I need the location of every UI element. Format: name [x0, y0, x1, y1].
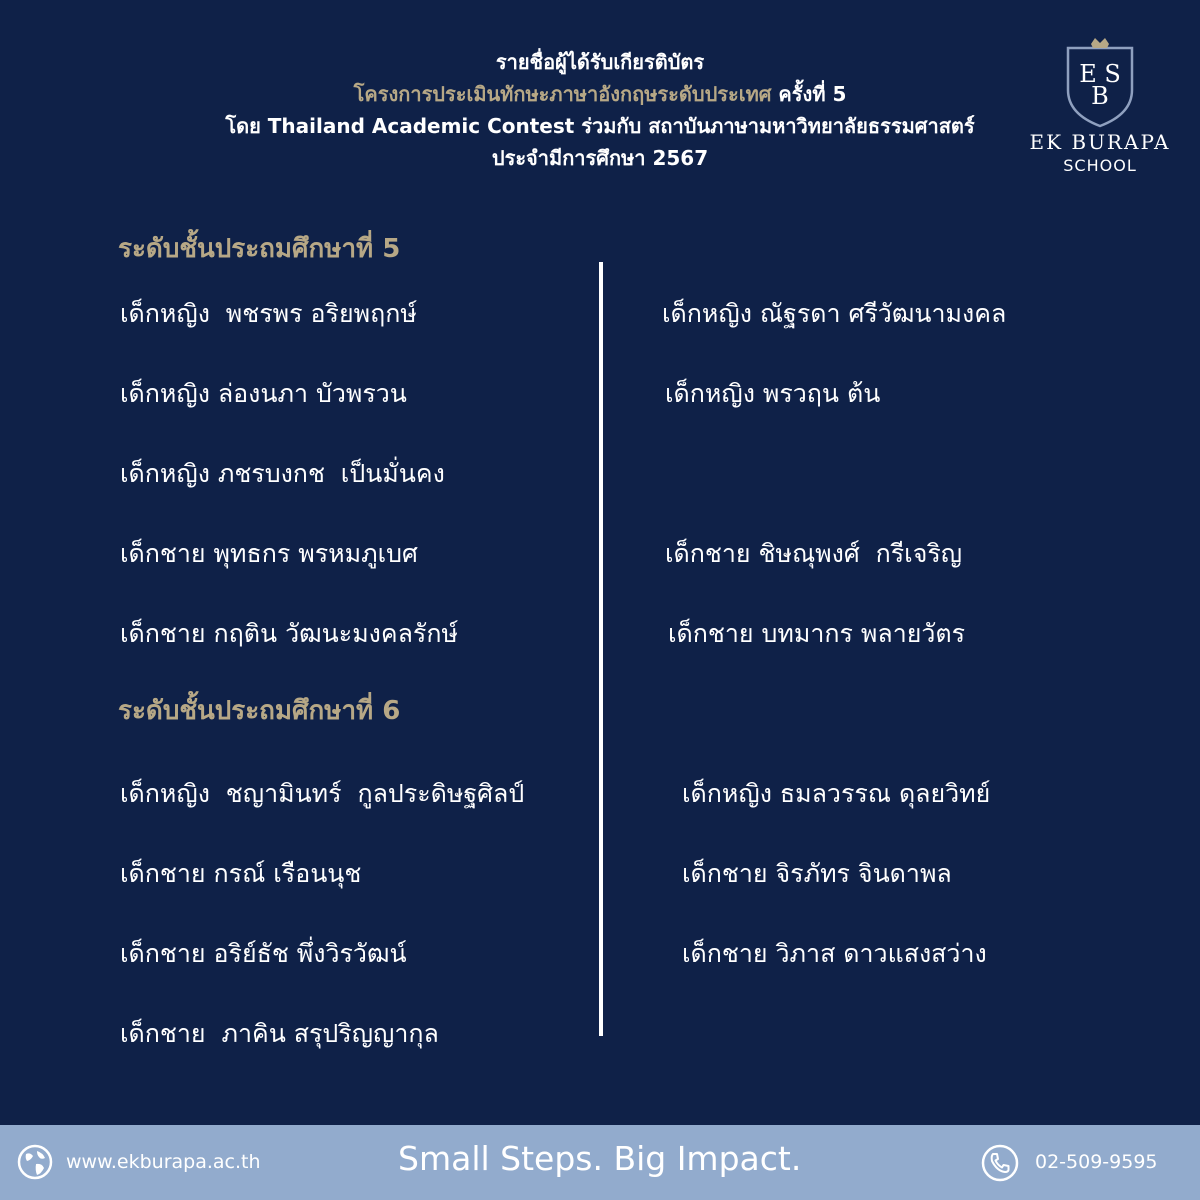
- list-item: เด็กชาย จิรภัทร จินดาพล: [682, 859, 952, 888]
- header-project-name: โครงการประเมินทักษะภาษาอังกฤษระดับประเทศ: [353, 82, 772, 106]
- school-logo: [1020, 38, 1180, 178]
- header-title: รายชื่อผู้ได้รับเกียรติบัตร: [495, 50, 705, 74]
- header-academic-year: ประจำมีการศึกษา 2567: [491, 146, 709, 170]
- logo-name: EK BURAPA: [1029, 130, 1171, 154]
- logo-subtitle: SCHOOL: [1063, 156, 1137, 175]
- list-item: เด็กชาย อริย์ธัช พึ่งวิรวัฒน์: [120, 939, 407, 968]
- logo-monogram-bottom: B: [1091, 82, 1109, 110]
- section-title-p6: ระดับชั้นประถมศึกษาที่ 6: [118, 696, 401, 726]
- page-header: [200, 46, 1000, 174]
- list-item: เด็กหญิง ภชรบงกช เป็นมั่นคง: [120, 459, 445, 488]
- list-item: เด็กหญิง ธมลวรรณ ดุลยวิทย์: [682, 779, 991, 808]
- list-item: เด็กชาย ชิษณุพงศ์ กรีเจริญ: [665, 539, 963, 568]
- phone-icon: [980, 1143, 1020, 1187]
- list-item: เด็กหญิง ชญามินทร์ กูลประดิษฐศิลป์: [120, 779, 525, 808]
- list-item: เด็กหญิง ณัฐรดา ศรีวัฒนามงคล: [662, 299, 1007, 328]
- logo-monogram-top: E S: [1079, 60, 1121, 88]
- list-item: เด็กหญิง พรวฤน ต้น: [665, 379, 881, 408]
- crest-icon: [1062, 38, 1138, 128]
- list-item: เด็กชาย กฤติน วัฒนะมงคลรักษ์: [120, 619, 458, 648]
- list-item: เด็กชาย กรณ์ เรือนนุช: [120, 859, 362, 888]
- header-organizers: โดย Thailand Academic Contest ร่วมกับ สถาบันภาษามหาวิทยาลัยธรรมศาสตร์: [225, 114, 975, 138]
- list-item: เด็กหญิง พชรพร อริยพฤกษ์: [120, 299, 417, 328]
- footer-slogan: Small Steps. Big Impact.: [398, 1139, 802, 1178]
- list-item: เด็กชาย บทมากร พลายวัตร: [668, 619, 966, 648]
- website-link[interactable]: www.ekburapa.ac.th: [66, 1151, 261, 1173]
- list-item: เด็กชาย พุทธกร พรหมภูเบศ: [120, 539, 418, 568]
- list-item: เด็กชาย วิภาส ดาวแสงสว่าง: [682, 939, 987, 968]
- section-title-p5: ระดับชั้นประถมศึกษาที่ 5: [118, 234, 401, 264]
- header-edition: ครั้งที่ 5: [771, 82, 847, 106]
- column-divider: [599, 262, 603, 1036]
- globe-icon: [16, 1143, 54, 1185]
- phone-number[interactable]: 02-509-9595: [1035, 1151, 1158, 1173]
- header-project-line: [200, 78, 1000, 110]
- list-item: เด็กหญิง ล่องนภา บัวพรวน: [120, 379, 407, 408]
- footer-bar: [0, 1125, 1200, 1200]
- list-item: เด็กชาย ภาคิน สรุปริญญากุล: [120, 1019, 439, 1048]
